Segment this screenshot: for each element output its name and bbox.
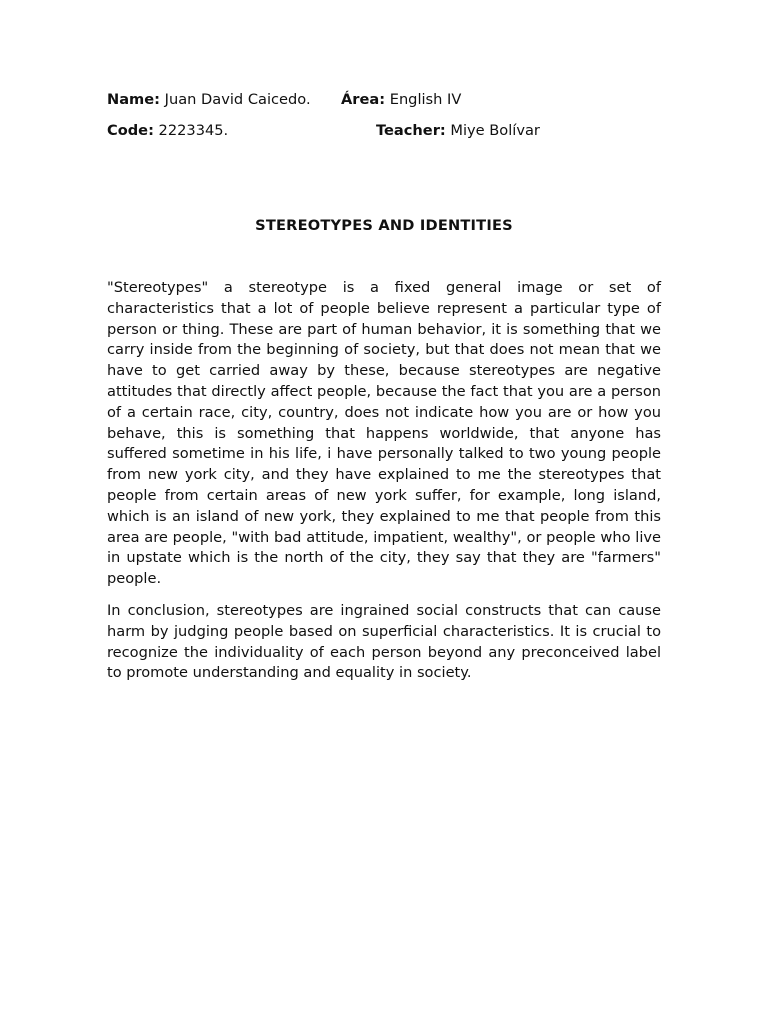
paragraph-conclusion: In conclusion, stereotypes are ingrained social constructs that can cause harm by judging people based on superficial characteristics. It is crucial to recognize the individuality of each person beyond any preconceived label to promote understanding and equality in society.: [107, 601, 661, 682]
area-label: Área:: [341, 91, 386, 108]
teacher-value: Miye Bolívar: [445, 122, 540, 139]
area-value: English IV: [385, 91, 462, 108]
area-field: [341, 90, 461, 110]
document-title: STEREOTYPES AND IDENTITIES: [255, 217, 513, 234]
name-label: Name:: [107, 91, 161, 108]
code-field: [107, 121, 228, 141]
paragraph-stereotypes: "Stereotypes" a stereotype is a fixed general image or set of characteristics that a lot of people believe represent a particular type of person or thing. These are part of human behavior, it is something that we carry inside from the beginning of society, but that does not mean that we have to get carried away by these, because stereotypes are negative attitudes that directly affect people, because the fact that you are a person of a certain race, city, country, does not indicate how you are or how you behave, this is something that happens worldwide, that anyone has suffered sometime in his life, i have personally talked to two young people from new york city, and they have explained to me the stereotypes that people from certain areas of new york suffer, for example, long island, which is an island of new york, they explained to me that people from this area are people, "with bad attitude, impatient, wealthy", or people who live in upstate which is the north of the city, they say that they are "farmers" people.: [107, 279, 661, 588]
code-value: 2223345.: [153, 122, 229, 139]
teacher-label: Teacher:: [376, 122, 446, 139]
document-body: [107, 278, 661, 695]
code-label: Code:: [107, 122, 154, 139]
name-value: Juan David Caicedo.: [160, 91, 311, 108]
teacher-field: [376, 121, 540, 141]
name-field: [107, 90, 311, 110]
